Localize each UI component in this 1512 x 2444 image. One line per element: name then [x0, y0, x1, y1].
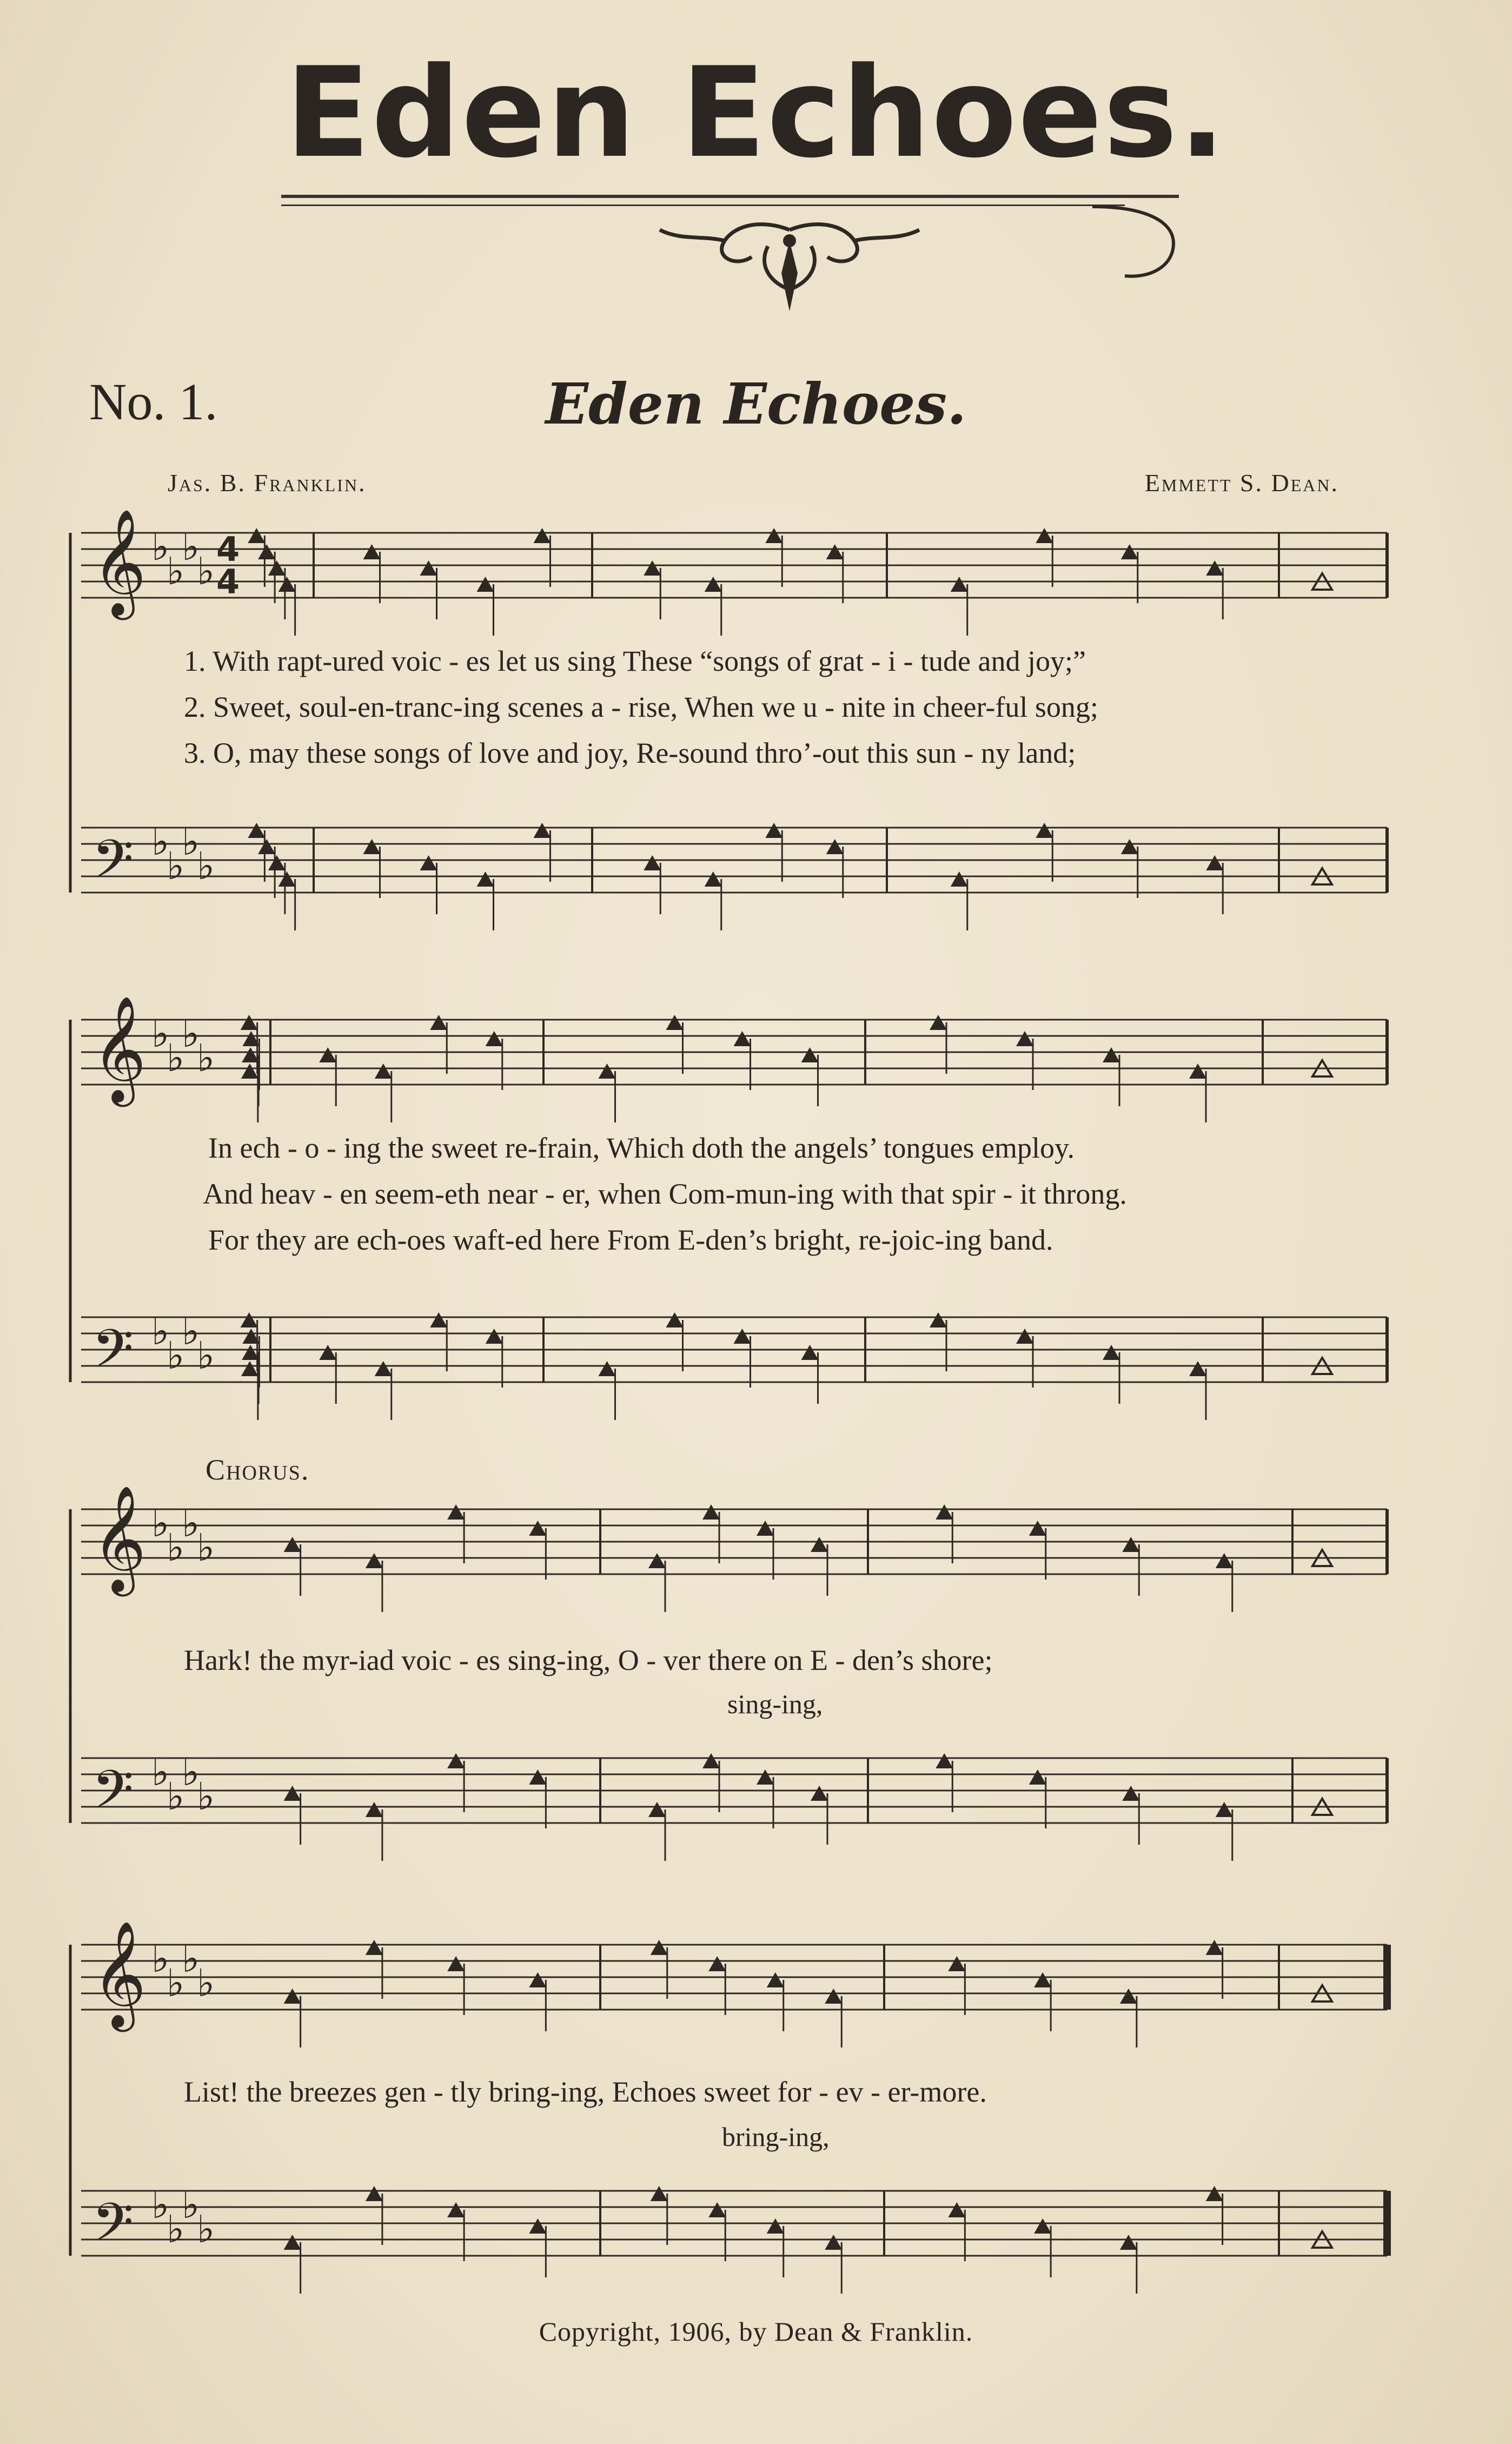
- flat-icon: ♭: [197, 2207, 215, 2251]
- notehead: [648, 1802, 666, 1817]
- notehead: [801, 1047, 819, 1062]
- notehead: [258, 544, 275, 559]
- notehead: [1034, 1972, 1051, 1987]
- notehead: [366, 1553, 383, 1568]
- page-title: Eden Echoes.: [285, 41, 1227, 186]
- flat-icon: ♭: [167, 2207, 185, 2251]
- notehead: [363, 839, 381, 854]
- chorus-echo-2: bring-ing,: [722, 2122, 830, 2152]
- notehead: [765, 528, 782, 543]
- notehead: [248, 528, 265, 543]
- notehead: [1016, 1031, 1033, 1046]
- notehead: [767, 2218, 784, 2234]
- notehead: [529, 2218, 546, 2234]
- flat-icon: ♭: [167, 1333, 185, 1378]
- flat-icon: ♭: [182, 1750, 200, 1794]
- notehead: [936, 1504, 953, 1520]
- composer-credit: Emmett S. Dean.: [1144, 469, 1339, 497]
- notehead: [648, 1553, 666, 1568]
- notehead: [948, 2202, 965, 2217]
- flat-icon: ♭: [182, 820, 200, 864]
- flat-icon: ♭: [151, 820, 170, 864]
- notehead: [1216, 1802, 1233, 1817]
- notehead: [447, 1753, 465, 1768]
- flat-icon: ♭: [197, 1333, 215, 1378]
- notehead: [599, 1064, 616, 1079]
- notehead: [447, 1956, 465, 1971]
- notehead: [811, 1786, 828, 1801]
- notehead: [1029, 1521, 1046, 1536]
- treble-clef-icon: 𝄞: [92, 1485, 147, 1592]
- flat-icon: ♭: [167, 844, 185, 888]
- notehead: [447, 2202, 465, 2217]
- notehead: [1189, 1361, 1206, 1376]
- flat-icon: ♭: [167, 1036, 185, 1080]
- chorus-label: Chorus.: [205, 1454, 310, 1486]
- verse-2-line-2: And heav - en seem-eth near - er, when Com-mun-ing with that spir - it throng.: [203, 1178, 1127, 1210]
- notehead: [486, 1329, 503, 1344]
- notehead: [529, 1521, 546, 1536]
- notehead: [651, 1940, 668, 1955]
- flat-icon: ♭: [151, 1012, 170, 1056]
- notehead: [666, 1312, 684, 1327]
- notehead: [936, 1753, 953, 1768]
- notehead: [599, 1361, 616, 1376]
- notehead: [284, 1989, 301, 2004]
- notehead: [284, 2235, 301, 2250]
- flat-icon: ♭: [197, 1961, 215, 2005]
- notehead: [702, 1504, 720, 1520]
- flat-icon: ♭: [151, 1937, 170, 1981]
- flat-icon: ♭: [182, 1501, 200, 1545]
- flat-icon: ♭: [151, 2183, 170, 2227]
- flat-icon: ♭: [182, 2183, 200, 2227]
- notehead: [705, 577, 722, 592]
- notehead: [1016, 1329, 1033, 1344]
- notehead: [705, 871, 722, 887]
- notehead: [284, 1786, 301, 1801]
- notehead: [734, 1031, 751, 1046]
- notehead: [284, 1537, 301, 1552]
- verse-3-line-2: For they are ech-oes waft-ed here From E-den’s bright, re-joic-ing band.: [208, 1224, 1053, 1256]
- notehead: [486, 1031, 503, 1046]
- notehead: [801, 1345, 819, 1360]
- treble-clef-icon: 𝄞: [92, 508, 147, 616]
- notehead: [529, 1972, 546, 1987]
- notehead: [529, 1769, 546, 1785]
- notehead: [366, 2186, 383, 2201]
- flat-icon: ♭: [167, 1774, 185, 1819]
- notehead: [734, 1329, 751, 1344]
- verse-1-line-1: 1. With rapt-ured voic - es let us sing These “songs of grat - i - tude and joy;”: [184, 645, 1086, 677]
- verse-3-line-1: 3. O, may these songs of love and joy, Re-sound thro’-out this sun - ny land;: [184, 737, 1076, 769]
- notehead: [651, 2186, 668, 2201]
- notehead: [1103, 1047, 1120, 1062]
- notehead: [757, 1521, 774, 1536]
- flat-icon: ♭: [197, 1774, 215, 1819]
- notehead: [1034, 2218, 1051, 2234]
- notehead: [430, 1015, 447, 1030]
- flat-icon: ♭: [151, 1309, 170, 1353]
- treble-clef-icon: 𝄞: [92, 995, 147, 1102]
- notehead: [241, 1064, 258, 1079]
- bass-clef-icon: 𝄢: [92, 829, 134, 904]
- notehead: [708, 1956, 726, 1971]
- notehead: [248, 823, 265, 838]
- notehead: [534, 823, 551, 838]
- flat-icon: ♭: [182, 525, 200, 569]
- lyricist-credit: Jas. B. Franklin.: [168, 469, 367, 497]
- notehead: [765, 823, 782, 838]
- notehead: [268, 855, 286, 870]
- notehead: [278, 577, 296, 592]
- treble-clef-icon: 𝄞: [92, 1920, 147, 2027]
- verse-1-line-2: In ech - o - ing the sweet re-frain, Which doth the angels’ tongues employ.: [208, 1132, 1075, 1164]
- notehead: [241, 1361, 258, 1376]
- notehead: [366, 1802, 383, 1817]
- notehead: [825, 1989, 842, 2004]
- bass-clef-icon: 𝄢: [92, 1318, 134, 1393]
- notehead: [1121, 839, 1138, 854]
- notehead: [258, 839, 275, 854]
- bass-clef-icon: 𝄢: [92, 1759, 134, 1834]
- copyright-notice: Copyright, 1906, by Dean & Franklin.: [539, 2316, 973, 2347]
- notehead: [948, 1956, 965, 1971]
- notehead: [702, 1753, 720, 1768]
- notehead: [1206, 2186, 1223, 2201]
- notehead: [268, 560, 286, 576]
- notehead: [366, 1940, 383, 1955]
- time-signature-bottom: 4: [216, 562, 240, 602]
- notehead: [1122, 1537, 1139, 1552]
- flat-icon: ♭: [182, 1937, 200, 1981]
- notehead: [319, 1345, 336, 1360]
- notehead: [375, 1361, 392, 1376]
- notehead: [825, 2235, 842, 2250]
- notehead: [420, 560, 437, 576]
- flat-icon: ♭: [197, 549, 215, 593]
- notehead: [1103, 1345, 1120, 1360]
- flat-icon: ♭: [182, 1309, 200, 1353]
- notehead: [930, 1312, 947, 1327]
- notehead: [951, 871, 968, 887]
- notehead: [1036, 823, 1053, 838]
- notehead: [644, 560, 661, 576]
- hymn-number: No. 1.: [89, 373, 218, 431]
- flat-icon: ♭: [197, 1525, 215, 1570]
- notehead: [666, 1015, 684, 1030]
- notehead: [363, 544, 381, 559]
- notehead: [477, 577, 494, 592]
- notehead: [477, 871, 494, 887]
- notehead: [708, 2202, 726, 2217]
- flat-icon: ♭: [182, 1012, 200, 1056]
- notehead: [644, 855, 661, 870]
- notehead: [930, 1015, 947, 1030]
- verse-2-line-1: 2. Sweet, soul-en-tranc-ing scenes a - rise, When we u - nite in cheer-ful song;: [184, 691, 1098, 723]
- flat-icon: ♭: [167, 1525, 185, 1570]
- notehead: [534, 528, 551, 543]
- chorus-echo-1: sing-ing,: [727, 1689, 823, 1719]
- flat-icon: ♭: [151, 1501, 170, 1545]
- notehead: [1189, 1064, 1206, 1079]
- flat-icon: ♭: [151, 1750, 170, 1794]
- time-signature-top: 4: [216, 530, 240, 569]
- flat-icon: ♭: [197, 844, 215, 888]
- notehead: [1121, 544, 1138, 559]
- notehead: [811, 1537, 828, 1552]
- notehead: [1216, 1553, 1233, 1568]
- flat-icon: ♭: [167, 549, 185, 593]
- notehead: [1029, 1769, 1046, 1785]
- notehead: [447, 1504, 465, 1520]
- notehead: [767, 1972, 784, 1987]
- notehead: [1206, 855, 1223, 870]
- notehead: [375, 1064, 392, 1079]
- notehead: [1120, 1989, 1137, 2004]
- chorus-line-2: List! the breezes gen - tly bring-ing, Echoes sweet for - ev - er-more.: [184, 2076, 987, 2108]
- flat-icon: ♭: [167, 1961, 185, 2005]
- chorus-line-1: Hark! the myr-iad voic - es sing-ing, O - ver there on E - den’s shore;: [184, 1644, 993, 1676]
- notehead: [826, 544, 844, 559]
- notehead: [1206, 560, 1223, 576]
- notehead: [826, 839, 844, 854]
- notehead: [1036, 528, 1053, 543]
- notehead: [430, 1312, 447, 1327]
- notehead: [951, 577, 968, 592]
- notehead: [278, 871, 296, 887]
- flat-icon: ♭: [197, 1036, 215, 1080]
- notehead: [420, 855, 437, 870]
- flat-icon: ♭: [151, 525, 170, 569]
- bass-clef-icon: 𝄢: [92, 2192, 134, 2267]
- notehead: [319, 1047, 336, 1062]
- notehead: [1120, 2235, 1137, 2250]
- notehead: [757, 1769, 774, 1785]
- notehead: [241, 1312, 258, 1327]
- notehead: [1122, 1786, 1139, 1801]
- notehead: [241, 1015, 258, 1030]
- hymn-title: Eden Echoes.: [545, 371, 967, 437]
- notehead: [1206, 1940, 1223, 1955]
